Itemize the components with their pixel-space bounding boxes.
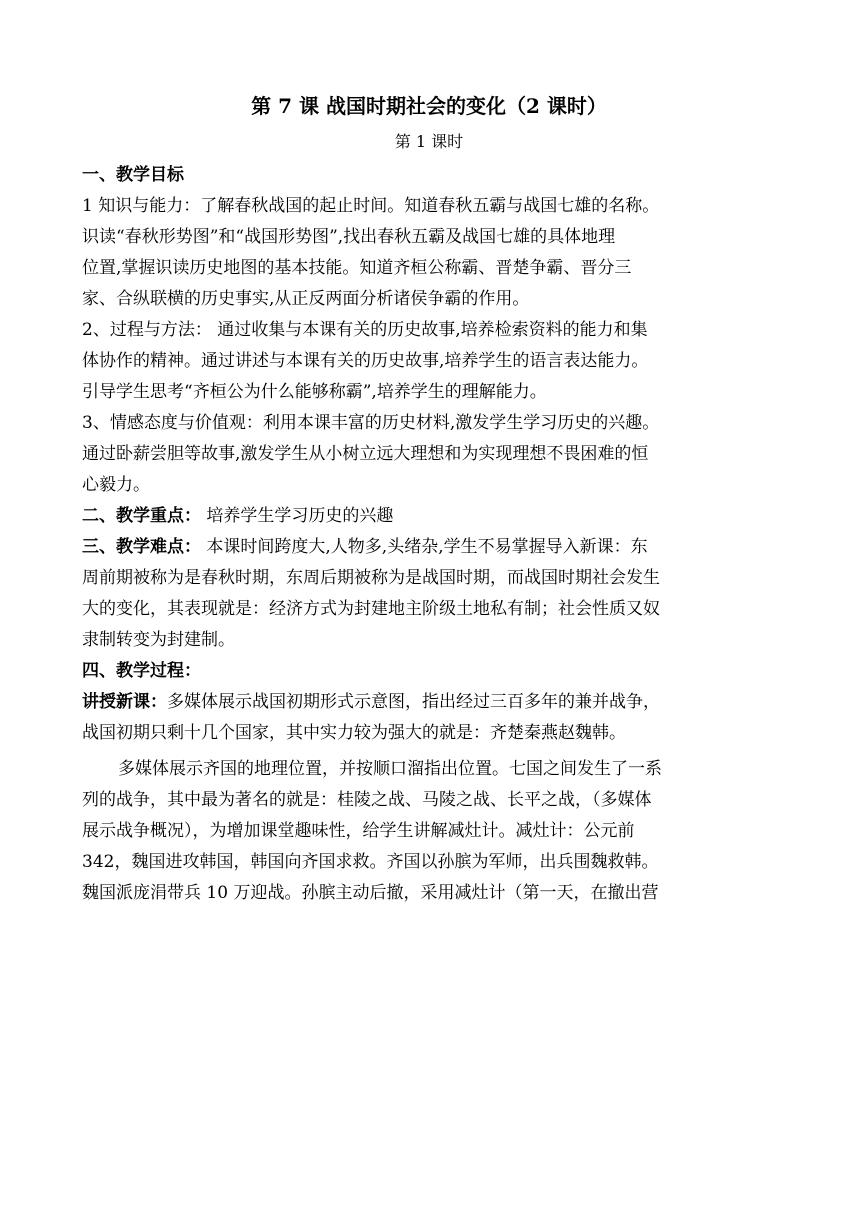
paragraph-line: 通过卧薪尝胆等故事,激发学生从小树立远大理想和为实现理想不畏困难的恒 <box>82 444 649 464</box>
paragraph-line: 列的战争，其中最为著名的就是：桂陵之战、马陵之战、长平之战，（多媒体 <box>82 790 652 810</box>
document-page <box>82 88 776 909</box>
new-lesson-label: 讲授新课： <box>82 692 167 712</box>
section-heading-process: 四、教学过程： <box>82 661 201 681</box>
paragraph-line: 战国初期只剩十几个国家，其中实力较为强大的就是：齐楚秦燕赵魏韩。 <box>82 723 626 743</box>
new-lesson-text: 多媒体展示战国初期形式示意图，指出经过三百多年的兼并战争， <box>167 692 660 712</box>
section-heading-key-points: 二、教学重点： <box>82 506 201 526</box>
paragraph-line: 识读“春秋形势图”和“战国形势图”,找出春秋五霸及战国七雄的具体地理 <box>82 227 616 247</box>
paragraph-line: 家、合纵联横的历史事实,从正反两面分析诸侯争霸的作用。 <box>82 289 530 309</box>
paragraph-line: 魏国派庞涓带兵 10 万迎战。孙膑主动后撤，采用减灶计（第一天，在撤出营 <box>82 883 659 903</box>
page-subtitle: 第 1 课时 <box>394 132 464 151</box>
page-title: 第 7 课 战国时期社会的变化（2 课时） <box>251 94 607 118</box>
paragraph-line: 2、过程与方法： 通过收集与本课有关的历史故事,培养检索资料的能力和集 <box>82 320 648 340</box>
paragraph-line: 引导学生思考“齐桓公为什么能够称霸”,培养学生的理解能力。 <box>82 382 547 402</box>
paragraph-line: 342，魏国进攻韩国，韩国向齐国求救。齐国以孙膑为军师，出兵围魏救韩。 <box>82 852 659 872</box>
difficulties-text: 本课时间跨度大,人物多,头绪杂,学生不易掌握导入新课：东 <box>201 537 648 557</box>
paragraph-line: 心毅力。 <box>82 475 150 495</box>
new-lesson-lead <box>82 687 776 718</box>
paragraph-line: 位置,掌握识读历史地图的基本技能。知道齐桓公称霸、晋楚争霸、晋分三 <box>82 258 632 278</box>
key-points-text: 培养学生学习历史的兴趣 <box>201 506 394 526</box>
paragraph-line: 多媒体展示齐国的地理位置，并按顺口溜指出位置。七国之间发生了一系 <box>118 759 662 779</box>
paragraph-line: 1 知识与能力：了解春秋战国的起止时间。知道春秋五霸与战国七雄的名称。 <box>82 196 660 216</box>
paragraph-line: 大的变化，其表现就是：经济方式为封建地主阶级土地私有制；社会性质又奴 <box>82 599 660 619</box>
section-heading-objectives: 一、教学目标 <box>82 165 184 185</box>
paragraph-line: 周前期被称为是春秋时期，东周后期被称为是战国时期，而战国时期社会发生 <box>82 568 660 588</box>
section-difficulties <box>82 532 776 563</box>
section-heading-difficulties: 三、教学难点： <box>82 537 201 557</box>
paragraph-line: 隶制转变为封建制。 <box>82 630 235 650</box>
paragraph-line: 展示战争概况），为增加课堂趣味性，给学生讲解减灶计。减灶计：公元前 <box>82 821 635 841</box>
paragraph-line: 3、情感态度与价值观：利用本课丰富的历史材料,激发学生学习历史的兴趣。 <box>82 413 660 433</box>
paragraph-line: 体协作的精神。通过讲述与本课有关的历史故事,培养学生的语言表达能力。 <box>82 351 649 371</box>
section-key-points <box>82 501 776 532</box>
